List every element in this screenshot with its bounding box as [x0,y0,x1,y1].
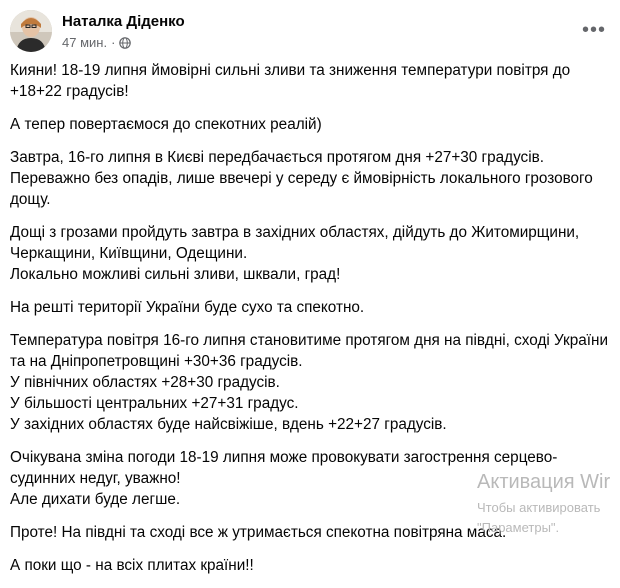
post-paragraph: Завтра, 16-го липня в Києві передбачається протягом дня +27+30 градусів. Переважно без опадів, лише ввечері у середу є ймовірність локального грозового дощу. [10,149,593,208]
more-options-icon[interactable]: ••• [581,18,606,41]
post-paragraph: А поки що - на всіх плитах країни!! [10,557,254,574]
post-paragraph: На решті території України буде сухо та спекотно. [10,299,365,316]
watermark-title: Активация Wir [477,471,611,493]
post-paragraph: Дощі з грозами пройдуть завтра в західних областях, дійдуть до Житомирщини, Черкащини, Київщини, Одещини. Локально можливі сильні зливи, шквали, град! [10,224,580,283]
post-paragraph: Проте! На півдні та сході все ж утримається спекотна повітряна маса. [10,524,507,541]
meta-separator: · [111,35,116,50]
avatar-image [10,10,52,52]
post-meta [62,35,131,50]
post-paragraph: Кияни! 18-19 липня ймовірні сильні зливи та зниження температури повітря до +18+22 градусів! [10,62,571,100]
watermark-subtitle: Чтобы активировать [477,500,601,515]
globe-icon[interactable] [119,37,131,49]
watermark-subtitle: "Параметры". [477,520,560,535]
post-paragraph: А тепер повертаємося до спекотних реалій) [10,116,322,133]
post-text [10,60,610,588]
post-paragraph: Очікувана зміна погоди 18-19 липня може провокувати загострення серцево-судинних недуг, уважно! Але дихати буде легше. [10,449,558,508]
post-header [10,10,610,56]
avatar[interactable] [10,10,52,52]
post-time[interactable]: 47 мин. [62,35,108,50]
post-paragraph: Температура повітря 16-го липня становитиме протягом дня на півдні, сході України та на Дніпропетровщині +30+36 градусів. У північних областях +28+30 градусів. У більшості центральних +27+31 градус. У західних областях буде найсвіжіше, вдень +22+27 градусів. [10,332,609,433]
author-name[interactable]: Наталка Діденко [62,13,185,30]
